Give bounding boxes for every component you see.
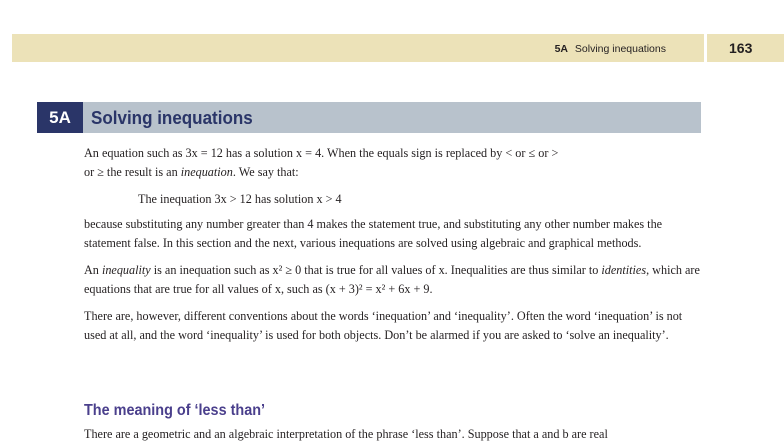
paragraph-3 bbox=[84, 261, 704, 299]
running-header-title bbox=[555, 43, 666, 55]
page-number-box bbox=[707, 34, 784, 62]
term-identities: identities bbox=[601, 263, 647, 277]
body-text bbox=[84, 144, 704, 353]
page-number: 163 bbox=[729, 40, 753, 56]
term-inequality: inequality bbox=[101, 263, 151, 277]
subsection-first-line: There are a geometric and an algebraic interpretation of the phrase ‘less than’. Suppose that a and b are real bbox=[84, 427, 608, 441]
term-inequation: inequation bbox=[180, 165, 233, 179]
paragraph-1-line-2-pre: or ≥ the result is an bbox=[84, 165, 181, 179]
subsection-title: The meaning of ‘less than’ bbox=[84, 402, 266, 419]
paragraph-1 bbox=[84, 144, 704, 182]
paragraph-1-line-2-post: . We say that: bbox=[232, 165, 299, 179]
running-header-section-code: 5A bbox=[554, 43, 568, 55]
paragraph-3-mid: is an inequation such as x² ≥ 0 that is true for all values of x. Inequalities are thus similar to bbox=[150, 263, 602, 277]
section-number: 5A bbox=[37, 102, 83, 133]
paragraph-4: There are, however, different conventions about the words ‘inequation’ and ‘inequality’. Often the word ‘inequation’ is not used at all, and the word ‘inequality’ is used for both objects. Don’t be alarmed if you are asked to ‘solve an inequality’. bbox=[84, 309, 683, 342]
paragraph-3-pre: An bbox=[84, 263, 102, 277]
running-header-section-title: Solving inequations bbox=[574, 43, 666, 55]
display-statement: The inequation 3x > 12 has solution x > 4 bbox=[138, 192, 342, 206]
running-header-bar bbox=[12, 34, 704, 62]
section-heading bbox=[37, 102, 701, 133]
paragraph-2: because substituting any number greater than 4 makes the statement true, and substituting any other number makes the statement false. In this section and the next, various inequations are solved using algebraic and graphical methods. bbox=[84, 217, 663, 250]
section-title: Solving inequations bbox=[91, 107, 253, 128]
paragraph-1-line-1: An equation such as 3x = 12 has a solution x = 4. When the equals sign is replaced by < or ≤ or > bbox=[84, 146, 559, 160]
paragraph-3-post: , which are equations that are true for all values of x, such as (x + 3)² = x² + 6x + 9. bbox=[84, 263, 700, 296]
